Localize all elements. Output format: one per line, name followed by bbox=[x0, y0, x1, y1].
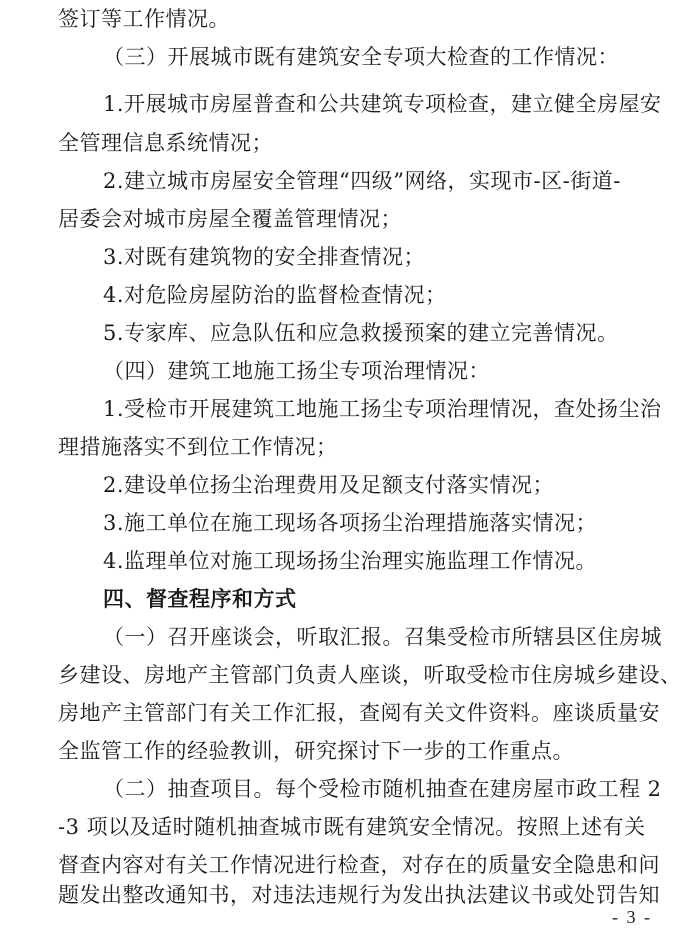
list-item-3-3: 3.对既有建筑物的安全排查情况； bbox=[103, 245, 426, 269]
paragraph-meeting-line-3: 房地产主管部门有关工作汇报，查阅有关文件资料。座谈质量安 bbox=[58, 701, 660, 725]
page-number: - 3 - bbox=[612, 907, 652, 927]
paragraph-continuation: 签订等工作情况。 bbox=[58, 7, 230, 31]
chapter-heading: 四、督查程序和方式 bbox=[103, 587, 297, 611]
section-heading-3: （三）开展城市既有建筑安全专项大检查的工作情况： bbox=[103, 45, 619, 69]
list-item-4-4: 4.监理单位对施工现场扬尘治理实施监理工作情况。 bbox=[103, 549, 598, 573]
paragraph-sampling-line-2: -3 项以及适时随机抽查城市既有建筑安全情况。按照上述有关 bbox=[58, 815, 646, 839]
list-item-3-1-continuation: 全管理信息系统情况； bbox=[58, 131, 273, 155]
paragraph-sampling: （二）抽查项目。每个受检市随机抽查在建房屋市政工程 2 bbox=[103, 777, 662, 801]
list-item-4-1: 1.受检市开展建筑工地施工扬尘专项治理情况，查处扬尘治 bbox=[103, 397, 662, 421]
list-item-3-5: 5.专家库、应急队伍和应急救援预案的建立完善情况。 bbox=[103, 321, 619, 345]
paragraph-meeting: （一）召开座谈会，听取汇报。召集受检市所辖县区住房城 bbox=[103, 625, 662, 649]
paragraph-sampling-line-4: 题发出整改通知书，对违法违规行为发出执法建议书或处罚告知 bbox=[58, 883, 660, 907]
paragraph-meeting-line-4: 全监管工作的经验教训，研究探讨下一步的工作重点。 bbox=[58, 739, 574, 763]
paragraph-meeting-line-2: 乡建设、房地产主管部门负责人座谈，听取受检市住房城乡建设、 bbox=[58, 663, 682, 687]
paragraph-sampling-line-3: 督查内容对有关工作情况进行检查，对存在的质量安全隐患和问 bbox=[58, 853, 660, 877]
section-heading-4: （四）建筑工地施工扬尘专项治理情况： bbox=[103, 359, 490, 383]
list-item-4-1-continuation: 理措施落实不到位工作情况； bbox=[58, 435, 338, 459]
list-item-3-2-continuation: 居委会对城市房屋全覆盖管理情况； bbox=[58, 207, 402, 231]
list-item-4-3: 3.施工单位在施工现场各项扬尘治理措施落实情况； bbox=[103, 511, 598, 535]
list-item-4-2: 2.建设单位扬尘治理费用及足额支付落实情况； bbox=[103, 473, 555, 497]
list-item-3-4: 4.对危险房屋防治的监督检查情况； bbox=[103, 283, 447, 307]
list-item-3-1: 1.开展城市房屋普查和公共建筑专项检查，建立健全房屋安 bbox=[103, 92, 662, 116]
list-item-3-2: 2.建立城市房屋安全管理“四级”网络，实现市-区-街道- bbox=[103, 169, 621, 193]
